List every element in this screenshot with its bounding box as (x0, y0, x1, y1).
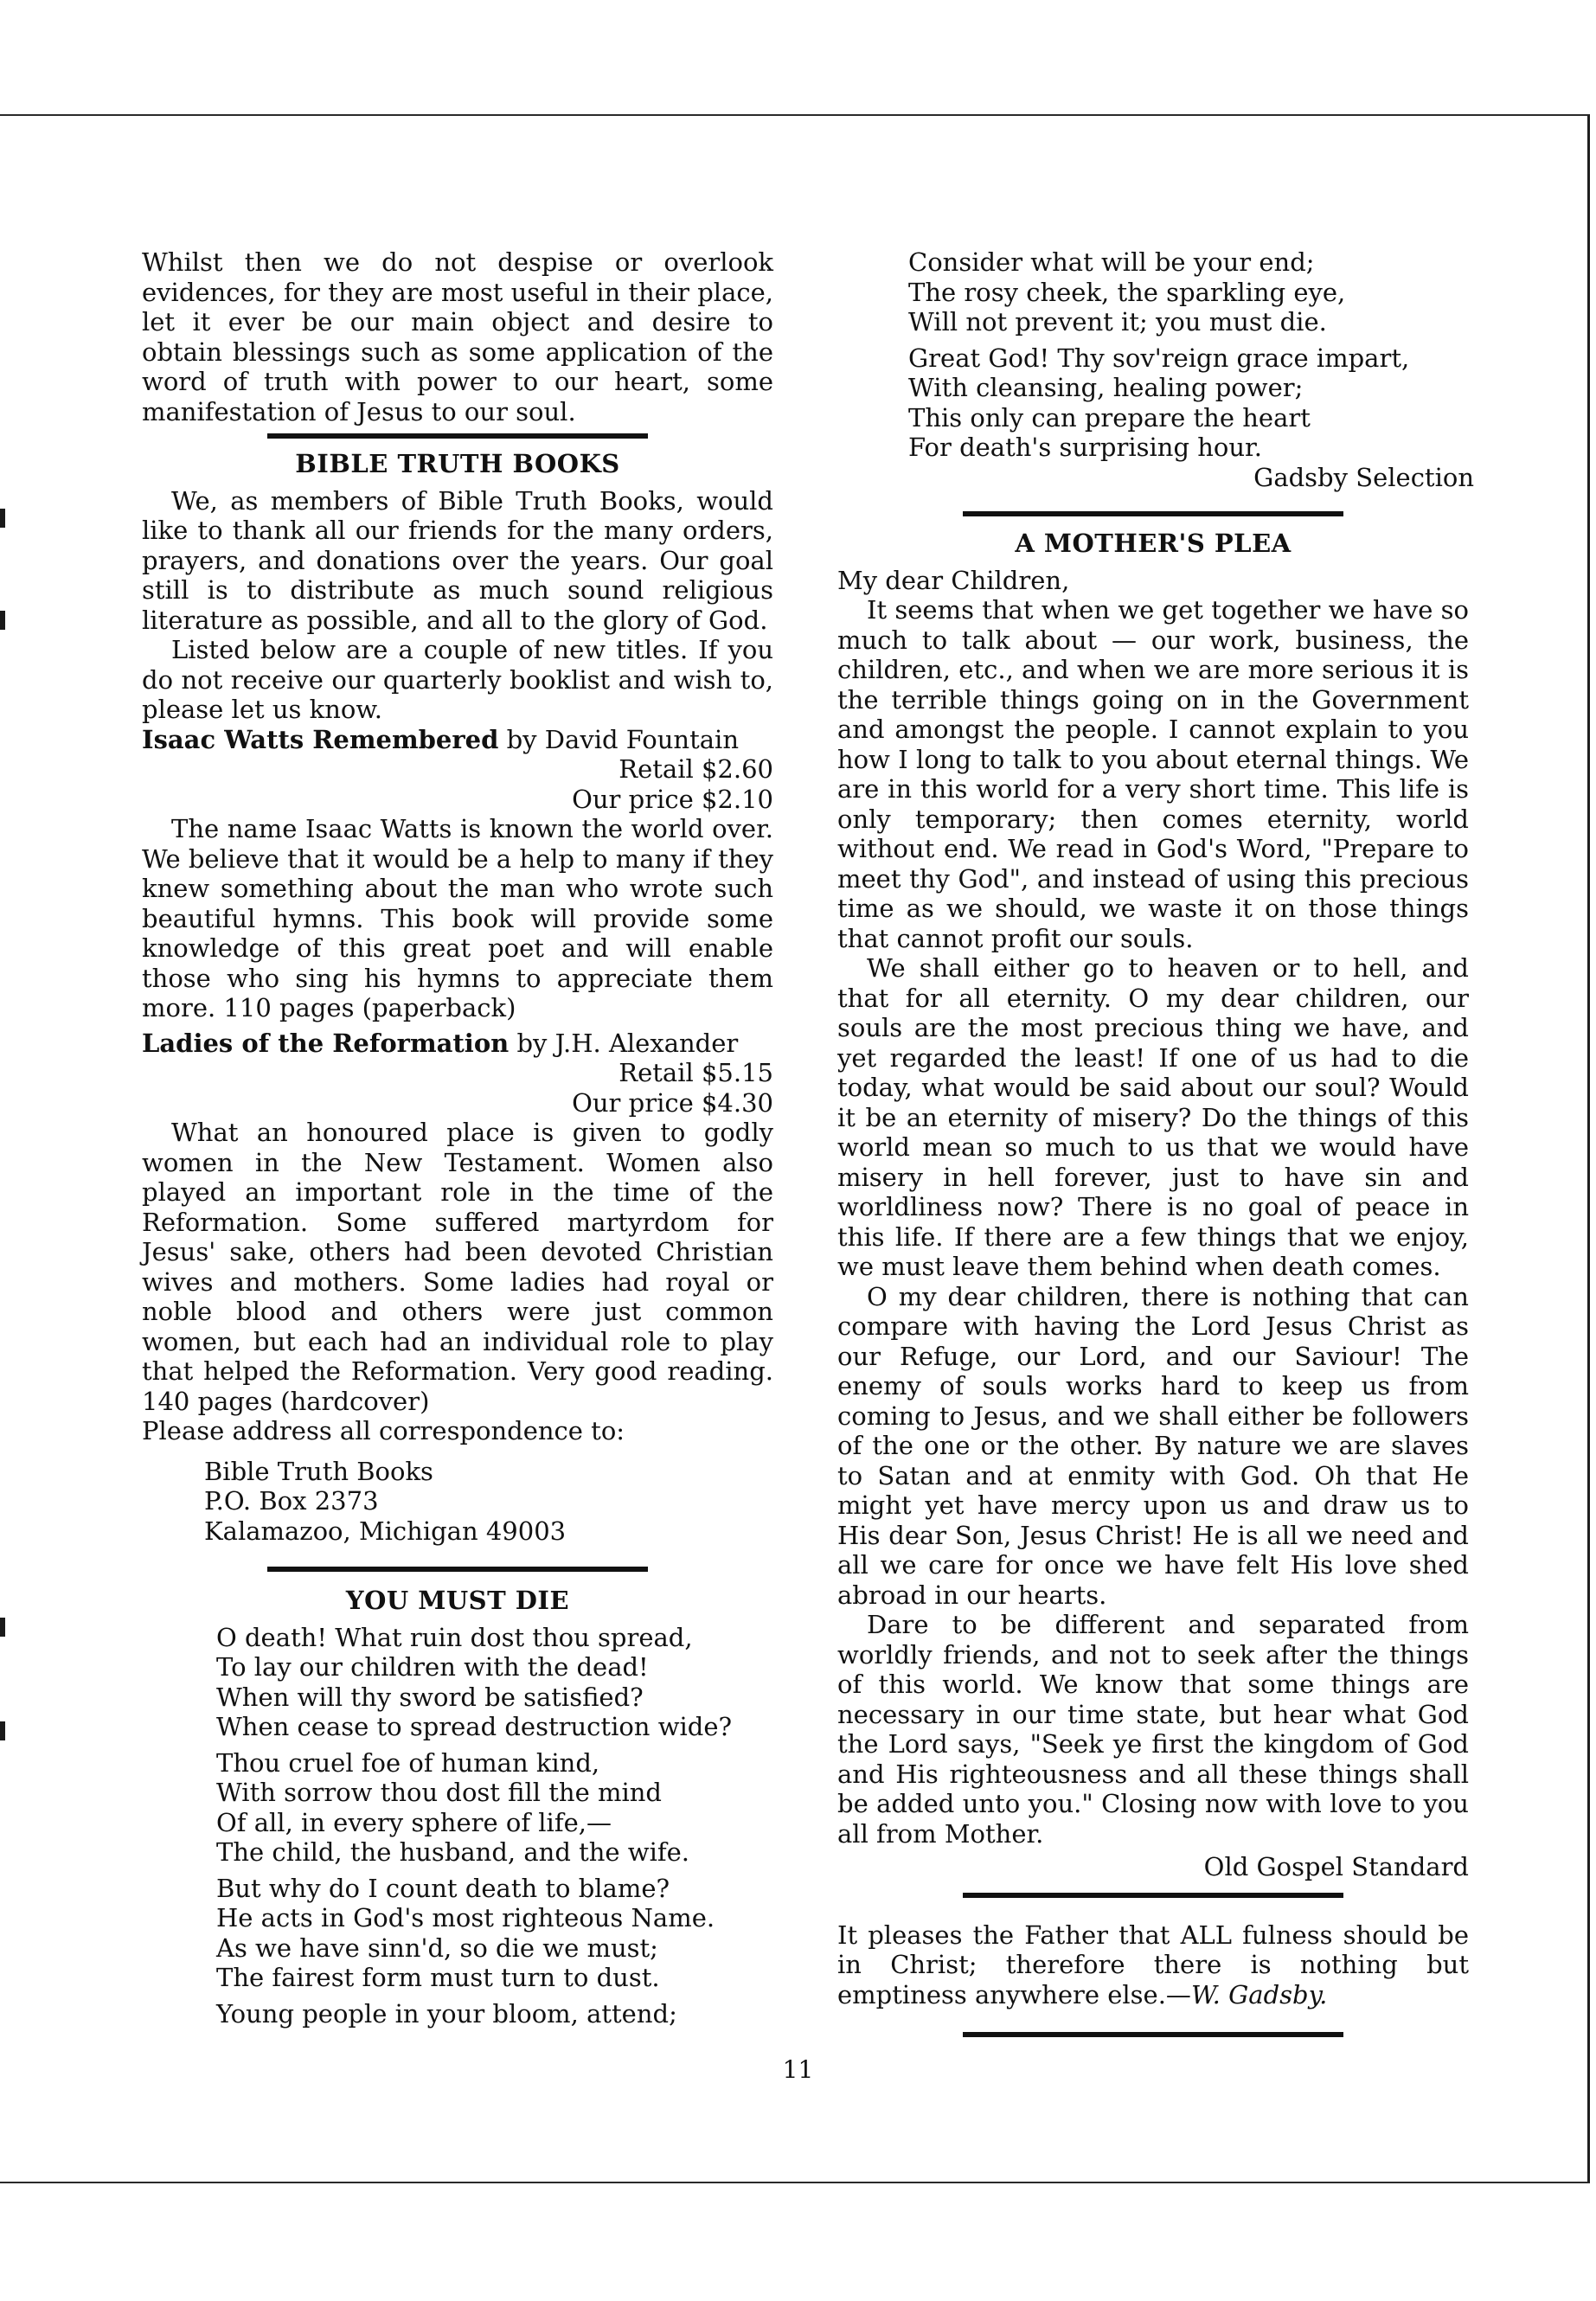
book-2-author: by J.H. Alexander (516, 1028, 739, 1058)
poem-stanza (216, 1623, 773, 1742)
poem-line: With cleansing, healing power; (908, 373, 1304, 402)
poem-continuation (837, 247, 1469, 463)
gadsby-quote (837, 1920, 1469, 2010)
poem-line: The rosy cheek, the sparkling eye, (908, 277, 1346, 307)
poem-line: For death's surprising hour. (908, 433, 1262, 462)
btb-paragraph-1: We, as members of Bible Truth Books, would like to thank all our friends for the many orders, prayers, and donations over the years. Our goal still is to distribute as much sound religious literature as possible, and all to the glory of God. (142, 485, 773, 635)
btb-paragraph-2: Listed below are a couple of new titles. If you do not receive our quarterly booklist and wish to, please let us know. (142, 635, 773, 724)
poem-attribution: Gadsby Selection (1253, 462, 1474, 492)
poem-stanza (216, 1999, 773, 2029)
plea-attribution: Old Gospel Standard (1203, 1852, 1469, 1881)
poem-line: The child, the husband, and the wife. (216, 1837, 690, 1867)
book-1-title-line (142, 725, 773, 755)
book-1-price: Our price $2.10 (572, 784, 773, 814)
poem-line: But why do I count death to blame? (216, 1873, 670, 1903)
left-column (142, 247, 773, 2035)
scan-edge-mark (0, 611, 5, 630)
poem-line: O death! What ruin dost thou spread, (216, 1622, 693, 1652)
address-intro: Please address all correspondence to: (142, 1416, 625, 1445)
section-divider (267, 1567, 648, 1572)
poem-line: This only can prepare the heart (908, 402, 1311, 433)
poem-line: The fairest form must turn to dust. (216, 1963, 660, 1992)
poem-line: To lay our children with the dead! (216, 1652, 649, 1682)
poem-line: As we have sinn'd, so die we must; (216, 1932, 658, 1963)
mothers-plea-heading: A MOTHER'S PLEA (1015, 529, 1292, 558)
poem-line: Of all, in every sphere of life,— (216, 1807, 612, 1837)
plea-paragraph-4: Dare to be different and separated from worldly friends, and not to seek after the things of this world. We know that some things are necessary in our time state, but hear what God the Lord says, "Seek ye first the kingdom of God and His righteousness and all these things shall be added unto you." Closing now with love to you all from Mother. (837, 1610, 1469, 1849)
book-2-description: What an honoured place is given to godly women in the New Testament. Women also played an important role in the time of the Reformation. Some suffered martyrdom for Jesus' sake, others had been devoted Christian wives and mothers. Some ladies had royal or noble blood and others were just common women, but each had an individual role to play that helped the Reformation. Very good reading. 140 pages (hardcover) (142, 1118, 773, 1416)
scan-edge-mark (0, 1618, 5, 1637)
section-divider (963, 511, 1343, 516)
poem-stanza (908, 343, 1469, 463)
salutation: My dear Children, (837, 565, 1070, 595)
right-column (837, 247, 1474, 2037)
book-2-title: Ladies of the Reformation (142, 1028, 510, 1058)
book-1-author: by David Fountain (506, 724, 740, 754)
poem-line: Consider what will be your end; (908, 247, 1315, 277)
scan-edge-mark (0, 1721, 5, 1740)
book-2-retail: Retail $5.15 (619, 1058, 773, 1087)
poem-line: Great God! Thy sov'reign grace impart, (908, 343, 1410, 373)
scan-edge-mark (0, 509, 5, 528)
book-1-retail: Retail $2.60 (619, 754, 773, 784)
poem-line: He acts in God's most righteous Name. (216, 1903, 715, 1932)
intro-paragraph: Whilst then we do not despise or overlook evidences, for they are most useful in their place, let it ever be our main object and desire to obtain blessings such as some application of the word of truth with power to our heart, some manifestation of Jesus to our soul. (142, 247, 773, 426)
book-2-price: Our price $4.30 (572, 1087, 773, 1118)
quote-author: W. Gadsby. (1190, 1979, 1328, 2009)
poem-line: Thou cruel foe of human kind, (216, 1747, 600, 1778)
book-1-description: The name Isaac Watts is known the world over. We believe that it would be a help to many if they knew something about the man who wrote such beautiful hymns. This book will provide some knowledge of this great poet and will enable those who sing his hymns to appreciate them more. 110 pages (paperback) (142, 814, 773, 1022)
poem-line: When will thy sword be satisfied? (216, 1682, 644, 1712)
poem-line: With sorrow thou dost fill the mind (216, 1778, 662, 1807)
book-2-title-line (142, 1029, 773, 1059)
poem-line: Will not prevent it; you must die. (908, 307, 1327, 336)
you-must-die-heading: YOU MUST DIE (345, 1586, 570, 1615)
section-divider (963, 1893, 1343, 1898)
address-line: Kalamazoo, Michigan 49003 (204, 1516, 567, 1546)
poem-stanza (216, 1748, 773, 1868)
quote-text: It pleases the Father that ALL fulness should be in Christ; therefore there is nothing but emptiness anywhere else.— (837, 1920, 1469, 2009)
section-divider (963, 2032, 1343, 2037)
bible-truth-books-heading: BIBLE TRUTH BOOKS (295, 449, 620, 478)
plea-paragraph-2: We shall either go to heaven or to hell, and that for all eternity. O my dear children, our souls are the most precious thing we have, and yet regarded the least! If one of us had to die today, what would be said about our soul? Would it be an eternity of misery? Do the things of this world mean so much to us that we would have misery in hell forever, just to have sin and worldliness now? There is no goal of peace in this life. If there are a few things that we enjoy, we must leave them behind when death comes. (837, 953, 1469, 1281)
mailing-address (142, 1457, 773, 1547)
address-line: Bible Truth Books (204, 1456, 433, 1486)
book-1-title: Isaac Watts Remembered (142, 724, 499, 754)
address-line: P.O. Box 2373 (204, 1486, 379, 1516)
section-divider (267, 433, 648, 439)
poem-stanza (908, 247, 1469, 337)
poem-line: Young people in your bloom, attend; (216, 1998, 677, 2029)
page-number: 11 (782, 2055, 814, 2084)
poem-line: When cease to spread destruction wide? (216, 1712, 733, 1741)
poem-stanza (216, 1874, 773, 1993)
plea-paragraph-1: It seems that when we get together we have so much to talk about — our work, business, the children, etc., and when we are more serious it is the terrible things going on in the Government and amongst the people. I cannot explain to you how I long to talk to you about eternal things. We are in this world for a very short time. This life is only temporary; then comes eternity, world without end. We read in God's Word, "Prepare to meet thy God", and instead of using this precious time as we should, we waste it on those things that cannot profit our souls. (837, 595, 1469, 953)
poem-you-must-die (142, 1623, 773, 2029)
plea-paragraph-3: O my dear children, there is nothing that can compare with having the Lord Jesus Christ as our Refuge, our Lord, and our Saviour! The enemy of souls works hard to keep us from coming to Jesus, and we shall either be followers of the one or the other. By nature we are slaves to Satan and at enmity with God. Oh that He might yet have mercy upon us and draw us to His dear Son, Jesus Christ! He is all we need and all we care for once we have felt His love shed abroad in our hearts. (837, 1281, 1469, 1610)
